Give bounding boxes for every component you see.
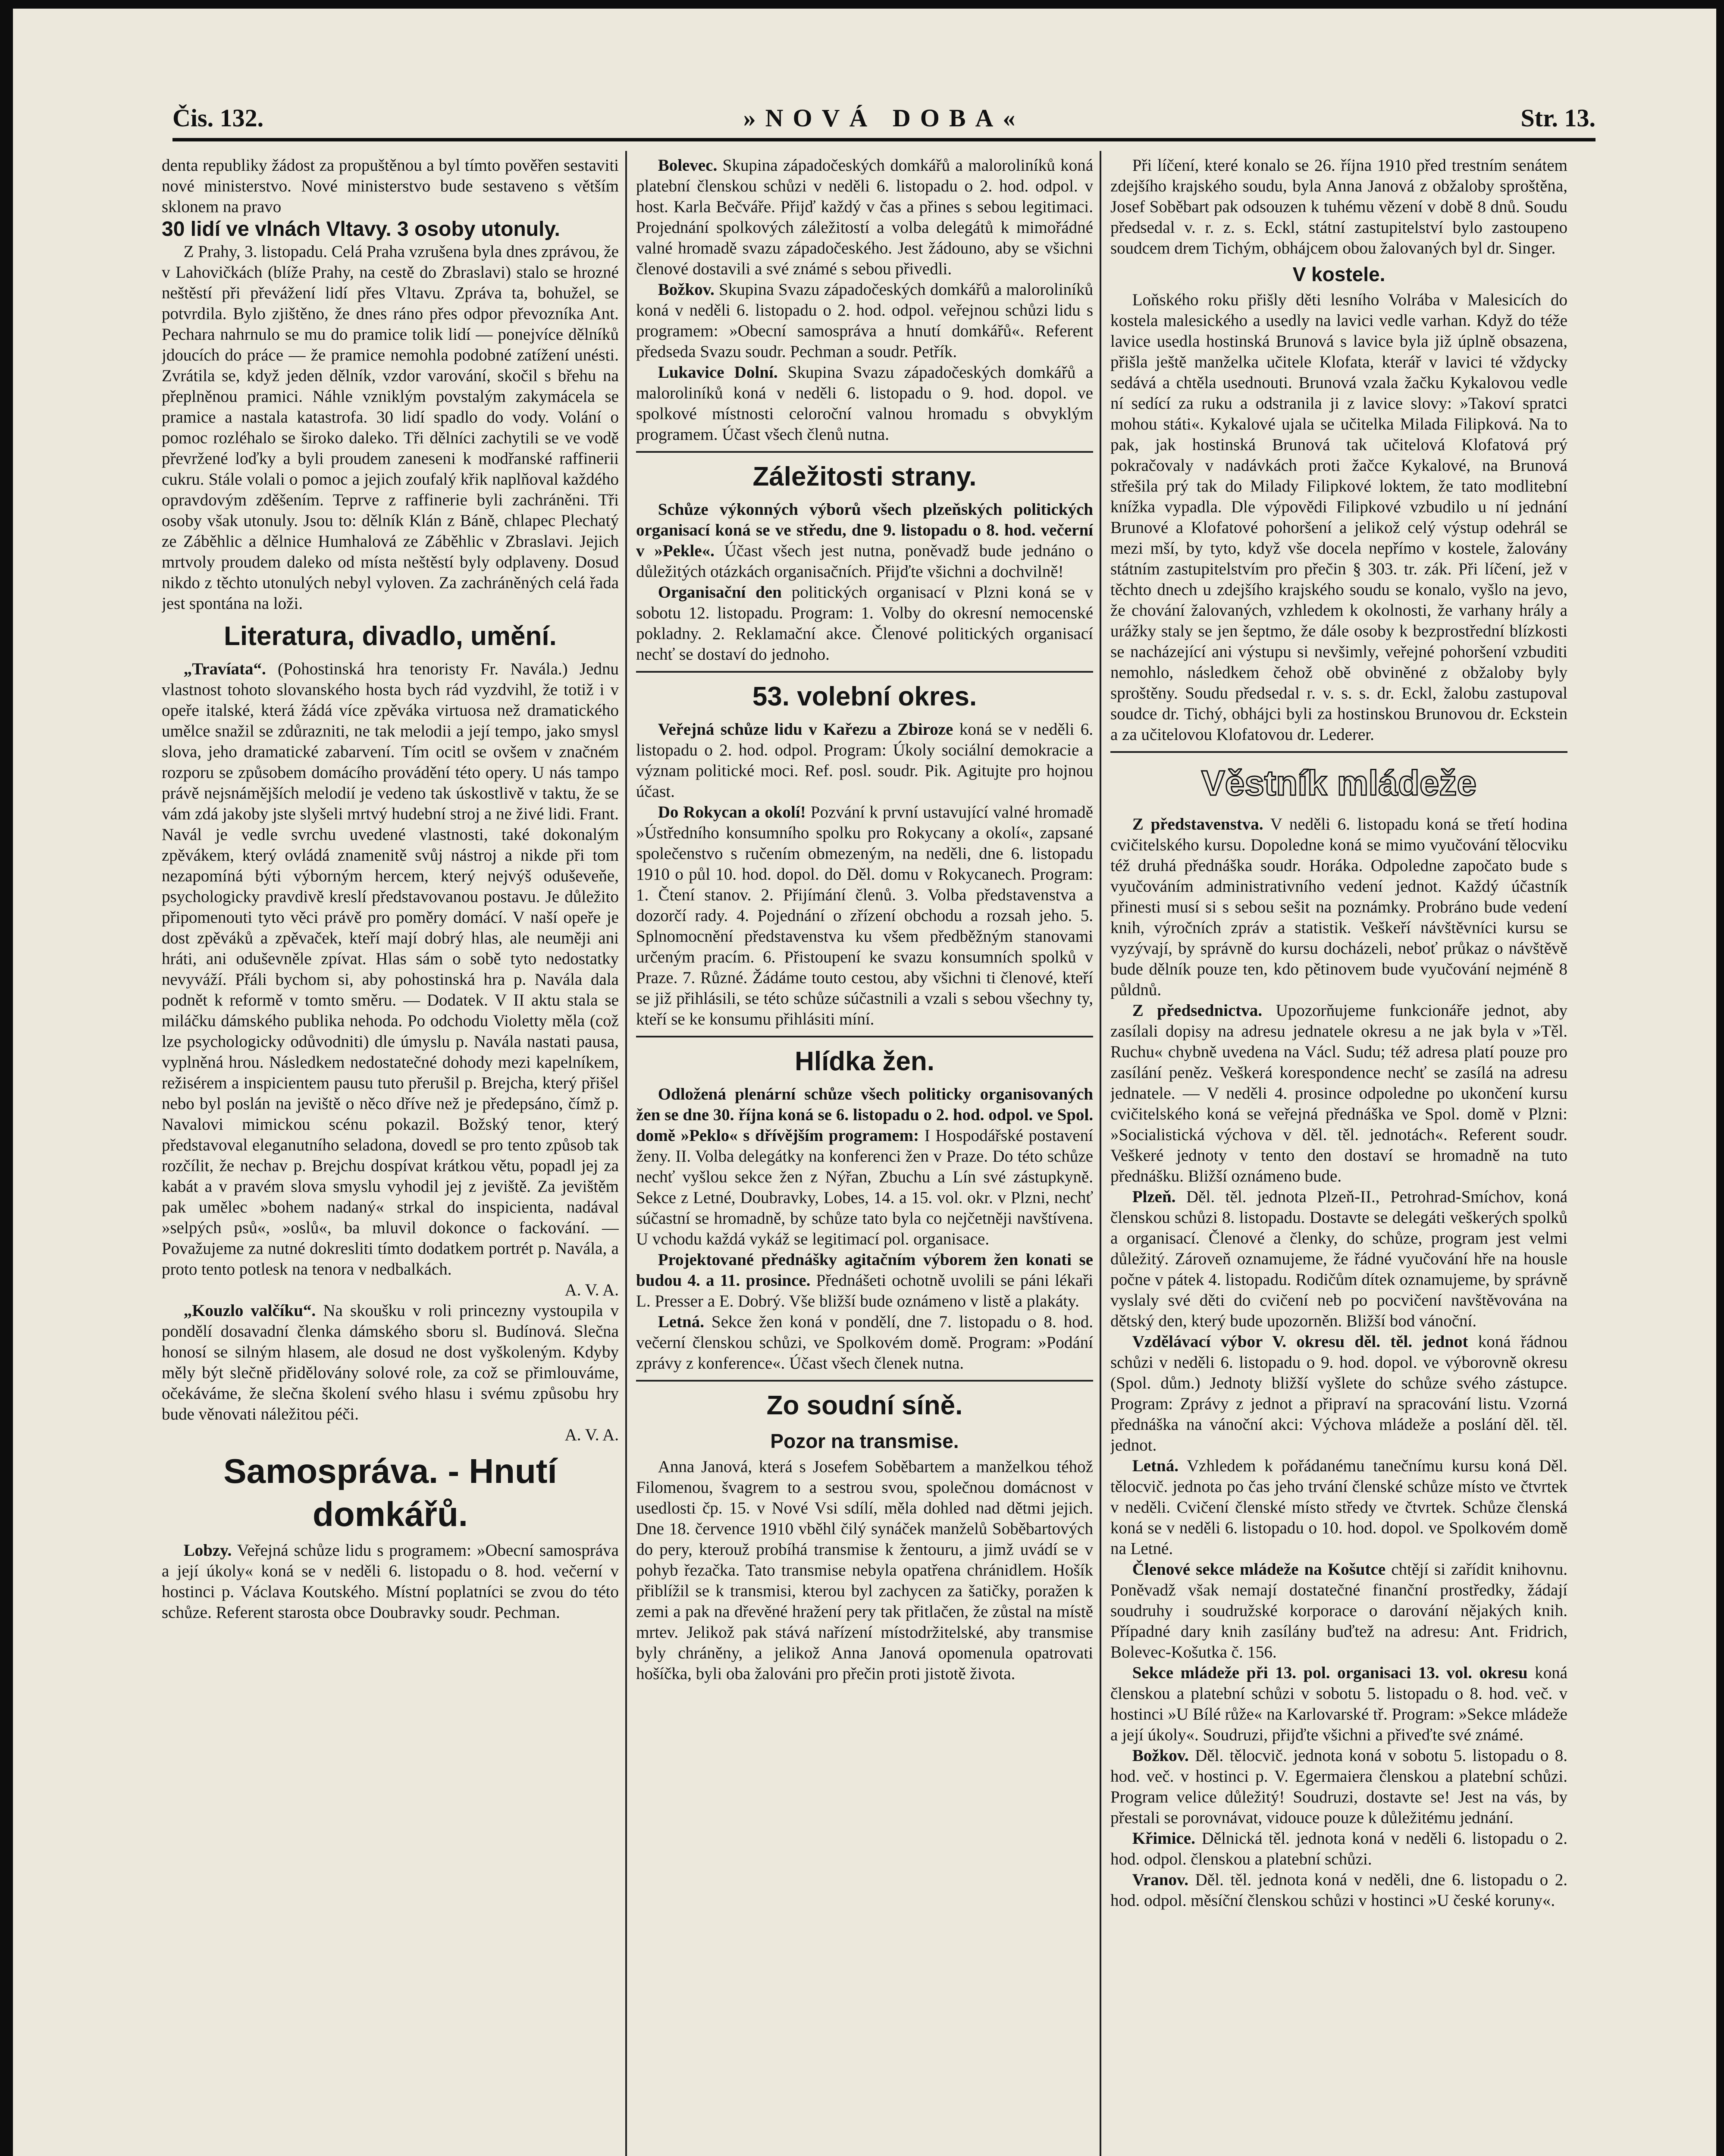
notice-text: V neděli 6. listopadu koná se třetí hodina cvičitelského kursu. Dopoledne koná se mimo vyučování tělocviku též druhá přednáška soudr. Horáka. Odpoledne započato bude s vyučováním administrativního vedení jednot. Každý účastník přinesti musí si s sebou sešit na poznámky. Probráno bude vedení knih, výročních zpráv a statistik. Veškeří návštěvníci kursu se vyzývají, by správně do kursu docházeli, neboť průkaz o návštěvě bude dělník pouze ten, kdo pětinovem bude vyučování nejméně 8 půldnů. bbox=[1110, 815, 1567, 999]
article-subheading: V kostele. bbox=[1292, 263, 1385, 285]
column-divider bbox=[625, 151, 627, 2156]
article-text: Loňského roku přišly děti lesního Volrába v Malesicích do kostela malesického a usedly na lavici vedle varhan. Když do téže lavice usedla hostinská Brunová s lavice byla již úplně obsazena, přišla ještě manželka učitele Klofata, kterář v lavici té vždycky sedává a chtěla usednouti. Brunová vzala žačku Kykalovou vedle ní sedící za ruku a odstranila ji z lavice slovy: »Takoví spratci mohou státi«. Kykalové ujala se učitelka Milada Filipková. Na to pak, jak hostinská Brunová tak učitelová Klofatová prý pokračovaly v nadávkách proti žačce Kykalové, na Brunová střešila prý tak do Milady Filipkové loktem, že tato modlitební knížka vypadla. Dle výpovědi Filipkové vzbudilo u ní jednání Brunové a Klofatové pohoršení a jelikož celý výstup odehrál se mezi mší, by tyto, když vše docela nepřímo v kostele, žalovány státním zastupitelstvím pro přečin § 303. tr. zák. Při líčení, jež v těchto dnech u zdejšího krajského soudu se konalo, vyšlo na jevo, že chování žalovaných, vzhledem k okolnosti, že varhany hrály a urážky staly se jen šeptmo, že dále osoby k bezprostřední blízkosti se nacházející ani výstupu si nevšimly, veřejné pohoršení vzbuditi nemohlo, následkem čehož obě obviněné z obžaloby byly sproštěny. Soudu předsedal r. v. s. s. dr. Eckl, žalobu zastupoval soudce dr. Tichý, obhájci byli za hostinskou Brunovou dr. Eckstein a za učitelovou Klofatovou dr. Lederer. bbox=[1110, 291, 1567, 744]
notice-text: Upozorňujeme funkcionáře jednot, aby zasílali dopisy na adresu jednatele okresu a ne jak byla v »Těl. Ruchu« chybně uvedena na Václ. Sudu; též adresa platí pouze pro zasílání peněz. Veškerá korespondence nechť se zasílá na adresu jednatele. — V neděli 4. prosince odpoledne po ukončení kursu cvičitelského koná se veřejná přednáška ve Spol. domě v Plzni: »Socialistická výchova v děl. těl. jednotách«. Referent soudr. Veškeré jednoty v tento den dostaví se hromadně na tuto přednášku. Bližší oznámeno bude. bbox=[1110, 1001, 1567, 1185]
notice-paragraph bbox=[636, 279, 1093, 362]
notice-paragraph bbox=[636, 1312, 1093, 1374]
section-heading: Hlídka žen. bbox=[795, 1047, 934, 1076]
article-text: Z Prahy, 3. listopadu. Celá Praha vzrušena byla dnes zprávou, že v Lahovičkách (blíže Prahy, na cestě do Zbraslavi) stalo se hrozné neštěstí při převážení lidí přes Vltavu. Zpráva ta, bohužel, se potvrdila. Bylo zjištěno, že dnes ráno přes odpor převozníka Ant. Pechara nahrnulo se mu do pramice tolik lidí — ponejvíce dělníků jdoucích do práce — že pramice nemohla podobné zatížení unésti. Zvrátila se, když jeden dělník, vzdor varování, skočil s břehu na přeplněnou pramici. Náhle vzniklým povstalým zakymácela se pramice a nastala katastrofa. 30 lidí spadlo do vody. Volání o pomoc rozléhalo se široko daleko. Tři dělníci zachytili se ve vodě převržené loďky a byli proudem zaneseni k modřanské raffinerii cukru. Stále volali o pomoc a jejich zoufalý křik naplňoval každého opravdovým zděšením. Teprve z raffinerie byli zachráněni. Tři osoby však utonuly. Jsou to: dělník Klán z Báně, chlapec Plechatý ze Záběhlic a dělnice Humhalová ze Záběhlic v Zbraslavi. Jejich mrtvoly proudem daleko od místa neštěstí byly odplaveny. Dosud nikdo z těchto utonulých nebyl vyloven. Za zachráněných celá řada jest spontána na loži. bbox=[162, 242, 619, 613]
review-title: „Travíata“. bbox=[183, 660, 266, 678]
notice-lead: Božkov. bbox=[658, 280, 715, 299]
notice-text: Veřejná schůze lidu s programem: »Obecní samospráva a její úkoly« koná se v neděli 6. listopadu o 8. hod. večerní v hostinci p. Václava Koutského. Místní poplatníci se zvou do této schůze. Referent starosta obce Doubravky soudr. Pechman. bbox=[162, 1541, 619, 1622]
review-text: Na skoušku v roli princezny vystoupila v pondělí dosavadní členka dámského sboru sl. Budínová. Slečna honosí se silným hlasem, ale dosud ne dost vyškoleným. Kdyby měly být slečně přidělovány solové role, za což se přimlouváme, očekáváme, že slečna školení svého hlasu i svému způsobu hry bude věnovati náležitou péči. bbox=[162, 1301, 619, 1423]
section-heading: 53. volební okres. bbox=[752, 682, 977, 711]
notice-lead: Lobzy. bbox=[183, 1541, 232, 1560]
notice-text: Pozvání k první ustavující valné hromadě »Ústředního konsumního spolku pro Rokycany a okolí«, zapsané společenstvo s ručením obmezeným, na neděli, dne 6. listopadu 1910 o půl 10. hod. dopol. do Děl. domu v Rokycanech. Program: 1. Čtení stanov. 2. Přijímání členů. 3. Volba představenstva a dozorčí rady. 4. Pojednání o zřízení obchodu a rozsah jeho. 5. Splnomocnění představenstva ku všem předběžným stanovami určeným pracím. 6. Přistoupení ke svazu konsumních spolků v Praze. 7. Různé. Žádáme touto cestou, aby všichni ti členové, kteří se již přihlásili, se této schůze súčastnili a vzali s sebou všechny ty, kteří se ke konsumu přihlásiti míní. bbox=[636, 803, 1093, 1028]
column-3 bbox=[1110, 155, 1567, 2156]
section-heading: Záležitosti strany. bbox=[752, 462, 977, 492]
notice-text: Sekce žen koná v pondělí, dne 7. listopadu o 8. hod. večerní členskou schůzi, ve Spolkovém domě. Program: »Podání zprávy z konference«. Účast všech členek nutna. bbox=[636, 1313, 1093, 1373]
notice-paragraph bbox=[1110, 1000, 1567, 1187]
notice-paragraph bbox=[162, 1540, 619, 1623]
notice-lead: Z představenstva. bbox=[1132, 815, 1263, 834]
review-title: „Kouzlo valčíku“. bbox=[183, 1301, 316, 1320]
article-text: Anna Janová, která s Josefem Soběbartem a manželkou téhož Filomenou, švagrem to a sestrou svou, společnou domácnost v usedlosti čp. 15. v Nové Vsi sdílí, měla dohled nad dětmi jejich. Dne 18. července 1910 vběhl čilý synáček manželů Soběbartových do pery, kterouž probíhá transmise k žentouru, a jimž uvádí se v pohyb řezačka. Tato transmise nebyla opatřena chránidlem. Hošík přiblížil se k transmisi, kterou byl zachycen za šatičky, poražen k zemi a pak na dřevěné hražení pery tak přitlačen, že zůstal na místě mrtev. Jelikož pak stává nařízení místodržitelské, aby transmise byly chráněny, a jelikož Anna Janová opomenula opatrovati hošíčka, byli oba žalováni pro přečin proti jistotě života. bbox=[636, 1457, 1093, 1683]
notice-text: Děl. těl. jednota Plzeň-II., Petrohrad-Smíchov, koná členskou schůzi 8. listopadu. Dostavte se delegáti veškerých spolků a organisací. Členové a členky, do schůze, program jest velmi důležitý. Zároveň oznamujeme, že řádné vyučování hře na housle počne v pátek 4. listopadu. Rodičům dítek oznamujeme, by správně vyslaly své děti do cvičení neb po pocvičení navštěvována na dětský den, který bude upozorněn. Bližší bod vánoční. bbox=[1110, 1188, 1567, 1330]
notice-paragraph bbox=[636, 362, 1093, 445]
notice-lead: Do Rokycan a okolí! bbox=[658, 803, 806, 821]
divider bbox=[636, 1380, 1093, 1382]
notice-paragraph bbox=[636, 1250, 1093, 1312]
notice-lead: Křimice. bbox=[1132, 1829, 1195, 1848]
notice-lead: Členové sekce mládeže na Košutce bbox=[1132, 1560, 1386, 1579]
column-2 bbox=[636, 155, 1093, 2156]
notice-text: Účast všech jest nutna, poněvadž bude jednáno o důležitých otázkách organisačních. Přijďte všichni a dochvilně! bbox=[636, 542, 1093, 581]
notice-paragraph bbox=[1110, 1456, 1567, 1559]
notice-lead: Organisační den bbox=[658, 583, 782, 602]
notice-lead: Vzdělávací výbor V. okresu děl. těl. jednot bbox=[1132, 1332, 1468, 1351]
review-text: (Pohostinská hra tenoristy Fr. Navála.) Jednu vlastnost tohoto slovanského hosta bych rád vyzdvihl, že totiž i v opeře italské, která žádá více zpěváka virtuosa než dramatického umělce snažil se zdůrazniti, ne tak melodii a její tempo, jako smysl slova, jeho dramatické zabarvení. Tím ocitl se ovšem v značném rozporu se způsobem domácího provádění této opery. U nás tampo právě nejsnámějších melodií je vedeno tak úskostlivě v taktu, že se vám zdá jakoby jste slyšeli mrtvý hudební stroj a ne živé lidi. Frant. Navál je vedle svrchu uvedené vlastnosti, také dokonalým zpěvákem, který ovládá znamenitě svůj nástroj a nikde při tom nezapomíná býti výborným hercem, který nejvýš oduševeňe, psychologicky pravdivě kreslí představovanou postavu. Je důležito připomenouti tyto věci právě pro poměry domácí. V naší opeře je dost zpěváků a zpěvaček, kteří mají dobrý hlas, ale neuměji ani hráti, ani oduševněle zpívat. Hlas sám o sobě tyto nedostatky nevyváží. Přáli bychom si, aby pohostinská hra p. Navála dala podnět k reformě v tomto směru. — Dodatek. V II aktu stala se miláčku dámského publika nehoda. Po odchodu Violetty měla (což lze psychologicky odůvodniti) dle úmyslu p. Navála nastati pausa, vyplněná hrou. Následkem nedostatečné dohody mezi kapelníkem, režisérem a inspicientem pausu tuto přerušil p. Brejcha, který přišel nebo byl poslán na jeviště o něco dříve než je předepsáno, čímž p. Navalovi mimickou scénu pokazil. Božský tenor, který představoval eleganutního seladona, dovedl se pro tento způsob tak rozčílit, že nechav p. Brejchu dospívat krátkou větu, popadl jej za kabát a v pravém slova smyslu vyhodil jej z jeviště. Za jevištěm pak umělec »bohem nadaný« strkal do inspicienta, nadával »selpých psů«, »oslů«, ba mluvil dokonce o fackování. — Považujeme za nutné dokresliti tímto dodatkem portrét p. Navála, a proto tento potlesk na tenora v nedbalkách. bbox=[162, 660, 619, 1279]
divider bbox=[636, 451, 1093, 453]
notice-lead: Letná. bbox=[1132, 1457, 1179, 1475]
column-1 bbox=[162, 155, 619, 2156]
notice-paragraph bbox=[1110, 1870, 1567, 1911]
notice-bold: Projektované přednášky agitačním výborem žen konati se budou 4. a 11. prosince. bbox=[636, 1250, 1093, 1290]
notice-lead: Letná. bbox=[658, 1313, 704, 1331]
signature: A. V. A. bbox=[564, 1426, 619, 1444]
section-heading: Věstník mládeže bbox=[1201, 764, 1477, 803]
notice-lead: Z předsednictva. bbox=[1132, 1001, 1263, 1020]
article-text: denta republiky žádost za propuštěnou a byl tímto pověřen sestaviti nové ministerstvo. Nové ministerstvo bude sestaveno s větším sklonem na pravo bbox=[162, 156, 619, 216]
notice-text: Děl. těl. jednota koná v neděli, dne 6. listopadu o 2. hod. odpol. měsíční členskou schůzi v hostinci »U české koruny«. bbox=[1110, 1871, 1567, 1910]
notice-paragraph bbox=[1110, 1828, 1567, 1870]
notice-text: koná řádnou schůzi v neděli 6. listopadu o 9. hod. dopol. ve výborovně okresu (Spol. dům.) Jednoty bližší vyšlete do schůze svého zástupce. Program: Zprávy z jednot a připraví na spracování listu. Vzorná přednáška na vánoční akci: Výchova mládeže a poslání děl. těl. jednot. bbox=[1110, 1332, 1567, 1454]
notice-text: Děl. tělocvič. jednota koná v sobotu 5. listopadu o 8. hod. več. v hostinci p. V. Egermaiera členskou a platební schůzi. Program velice důležitý! Soudruzi, dostavte se! Jest na vás, by přestali se porovnávat, vidouce pouze k důležitému jednání. bbox=[1110, 1746, 1567, 1827]
page-number-right: Str. 13. bbox=[1520, 104, 1595, 132]
notice-bold: Odložená plenární schůze všech politicky organisovaných žen se dne 30. října koná se 6. listopadu o 2. hod. odpol. ve Spol. domě »Peklo« s dřívějším programem: bbox=[636, 1085, 1093, 1145]
header-rule bbox=[172, 138, 1595, 141]
notice-text: I Hospodářské postavení ženy. II. Volba delegátky na konferenci žen v Praze. Do této schůze nechť vyšlou sekce žen z Nýřan, Zbuchu a Lín své zástupkyně. Sekce z Letné, Doubravky, Lobes, 14. a 15. vol. okr. v Plzni, nechť súčastní se hromadně, by schůze tato byla co nejčetněji navštívena. U vchodu každá vykáž se legitimací pol. organisace. bbox=[636, 1126, 1093, 1248]
notice-paragraph bbox=[1110, 1332, 1567, 1456]
notice-paragraph bbox=[1110, 1187, 1567, 1332]
review-paragraph bbox=[162, 1300, 619, 1425]
notice-text: Dělnická těl. jednota koná v neděli 6. listopadu o 2. hod. odpol. členskou a platební schůzi. bbox=[1110, 1829, 1567, 1868]
article-headline: 30 lidí ve vlnách Vltavy. 3 osoby utonuly. bbox=[162, 218, 560, 241]
notice-text: koná se v neděli 6. listopadu o 2. hod. odpol. Program: Úkoly sociální demokracie a význam politické moci. Ref. posl. soudr. Pik. Agitujte pro hojnou účast. bbox=[636, 720, 1093, 801]
notice-lead: Veřejná schůze lidu v Kařezu a Zbiroze bbox=[658, 720, 953, 739]
notice-lead: Božkov. bbox=[1132, 1746, 1189, 1765]
notice-paragraph bbox=[636, 1084, 1093, 1250]
notice-lead: Vranov. bbox=[1132, 1871, 1189, 1889]
newspaper-page bbox=[13, 9, 1716, 2156]
notice-paragraph bbox=[636, 582, 1093, 665]
notice-lead: Sekce mládeže při 13. pol. organisaci 13. vol. okresu bbox=[1132, 1664, 1528, 1682]
notice-paragraph bbox=[636, 802, 1093, 1030]
masthead-title: »NOVÁ DOBA« bbox=[743, 104, 1025, 132]
notice-lead: Bolevec. bbox=[658, 156, 718, 175]
column-divider bbox=[1100, 151, 1101, 2156]
notice-lead: Lukavice Dolní. bbox=[658, 363, 778, 382]
notice-paragraph bbox=[636, 719, 1093, 802]
notice-text: Skupina Svazu západočeských domkářů a maloroliníků koná v neděli 6. listopadu o 2. hod. odpol. veřejnou schůzi lidu s programem: »Obecní samospráva a hnutí domkářů«. Referent předseda Svazu soudr. Pechman a soudr. Petřík. bbox=[636, 280, 1093, 361]
section-heading: Zo soudní síně. bbox=[766, 1391, 963, 1420]
notice-text: Skupina Svazu západočeských domkářů a maloroliníků koná v neděli 6. listopadu o 9. hod. dopol. ve spolkové místnosti celoroční valnou hromadu s obvyklým programem. Účast všech členů nutna. bbox=[636, 363, 1093, 444]
divider bbox=[1110, 751, 1567, 753]
notice-paragraph bbox=[1110, 1745, 1567, 1828]
notice-paragraph bbox=[636, 155, 1093, 279]
section-heading: Literatura, divadlo, umění. bbox=[224, 621, 557, 651]
notice-paragraph bbox=[1110, 1663, 1567, 1745]
notice-lead: Plzeň. bbox=[1132, 1188, 1176, 1206]
notice-text: chtějí si zařídit knihovnu. Poněvadž však nemají dostatečné finanční prostředky, žádají soudruhy i soudružské korporace o darování nějakých knih. Případné dary knih zasílány buďtež na adresu: Ant. Fridrich, Bolevec-Košutka č. 156. bbox=[1110, 1560, 1567, 1661]
article-text: Při líčení, které konalo se 26. října 1910 před trestním senátem zdejšího krajského soudu, byla Anna Janová z obžaloby sproštěna, Josef Soběbart pak odsouzen k tuhému vězení v době 8 dnů. Soudu předsedal v. r. z. s. Eckl, státní zastupitelství bylo zastoupeno soudcem drem Tichým, obhájcem obou žalovaných byl dr. Singer. bbox=[1110, 156, 1567, 257]
notice-paragraph bbox=[636, 499, 1093, 582]
section-heading: Samospráva. - Hnutí domkářů. bbox=[223, 1452, 557, 1533]
review-paragraph bbox=[162, 659, 619, 1280]
notice-paragraph bbox=[1110, 814, 1567, 1000]
notice-text: Přednášeti ochotně uvolili se páni lékaři L. Presser a E. Dobrý. Vše bližší bude oznámeno v listě a plakáty. bbox=[636, 1271, 1093, 1310]
notice-paragraph bbox=[1110, 1559, 1567, 1663]
divider bbox=[636, 671, 1093, 673]
signature: A. V. A. bbox=[564, 1281, 619, 1299]
notice-text: politických organisací v Plzni koná se v sobotu 12. listopadu. Program: 1. Volby do okresní nemocenské pokladny. 2. Reklamační akce. Členové politických organisací nechť se dostaví do jednoho. bbox=[636, 583, 1093, 664]
notice-text: koná členskou a platební schůzi v sobotu 5. listopadu o 8. hod. več. v hostinci »U Bílé růže« na Karlovarské tř. Program: »Sekce mládeže a její úkoly«. Soudruzi, přijďte všichni a přiveďte své známé. bbox=[1110, 1664, 1567, 1744]
notice-bold: Schůze výkonných výborů všech plzeňských politických organisací koná se ve středu, dne 9. listopadu o 8. hod. večerní v »Pekle«. bbox=[636, 500, 1093, 560]
notice-text: Skupina západočeských domkářů a maloroliníků koná platební členskou schůzi v neděli 6. listopadu o 2. hod. odpol. v host. Karla Bečváře. Přijď každý v čas a přines s sebou legitimaci. Projednání spolkových záležitostí a volba delegátů k mimořádné valné hromadě svazu západočeského. Jest žádouno, aby se všichni členové dostavili a své známé s sebou přivedli. bbox=[636, 156, 1093, 278]
article-subheading: Pozor na transmise. bbox=[770, 1430, 959, 1452]
notice-text: Vzhledem k pořádanému tanečnímu kursu koná Děl. tělocvič. jednota po čas jeho trvání členské schůze místo ve čtvrtek v neděli. Cvičení členské místo středy ve čtvrtek. Schůze členská koná se v neděli 6. listopadu o 10. hod. dopol. ve Spolkovém domě na Letné. bbox=[1110, 1457, 1567, 1558]
divider bbox=[636, 1036, 1093, 1037]
page-number-left: Čis. 132. bbox=[172, 104, 264, 132]
page-header bbox=[172, 86, 1595, 138]
